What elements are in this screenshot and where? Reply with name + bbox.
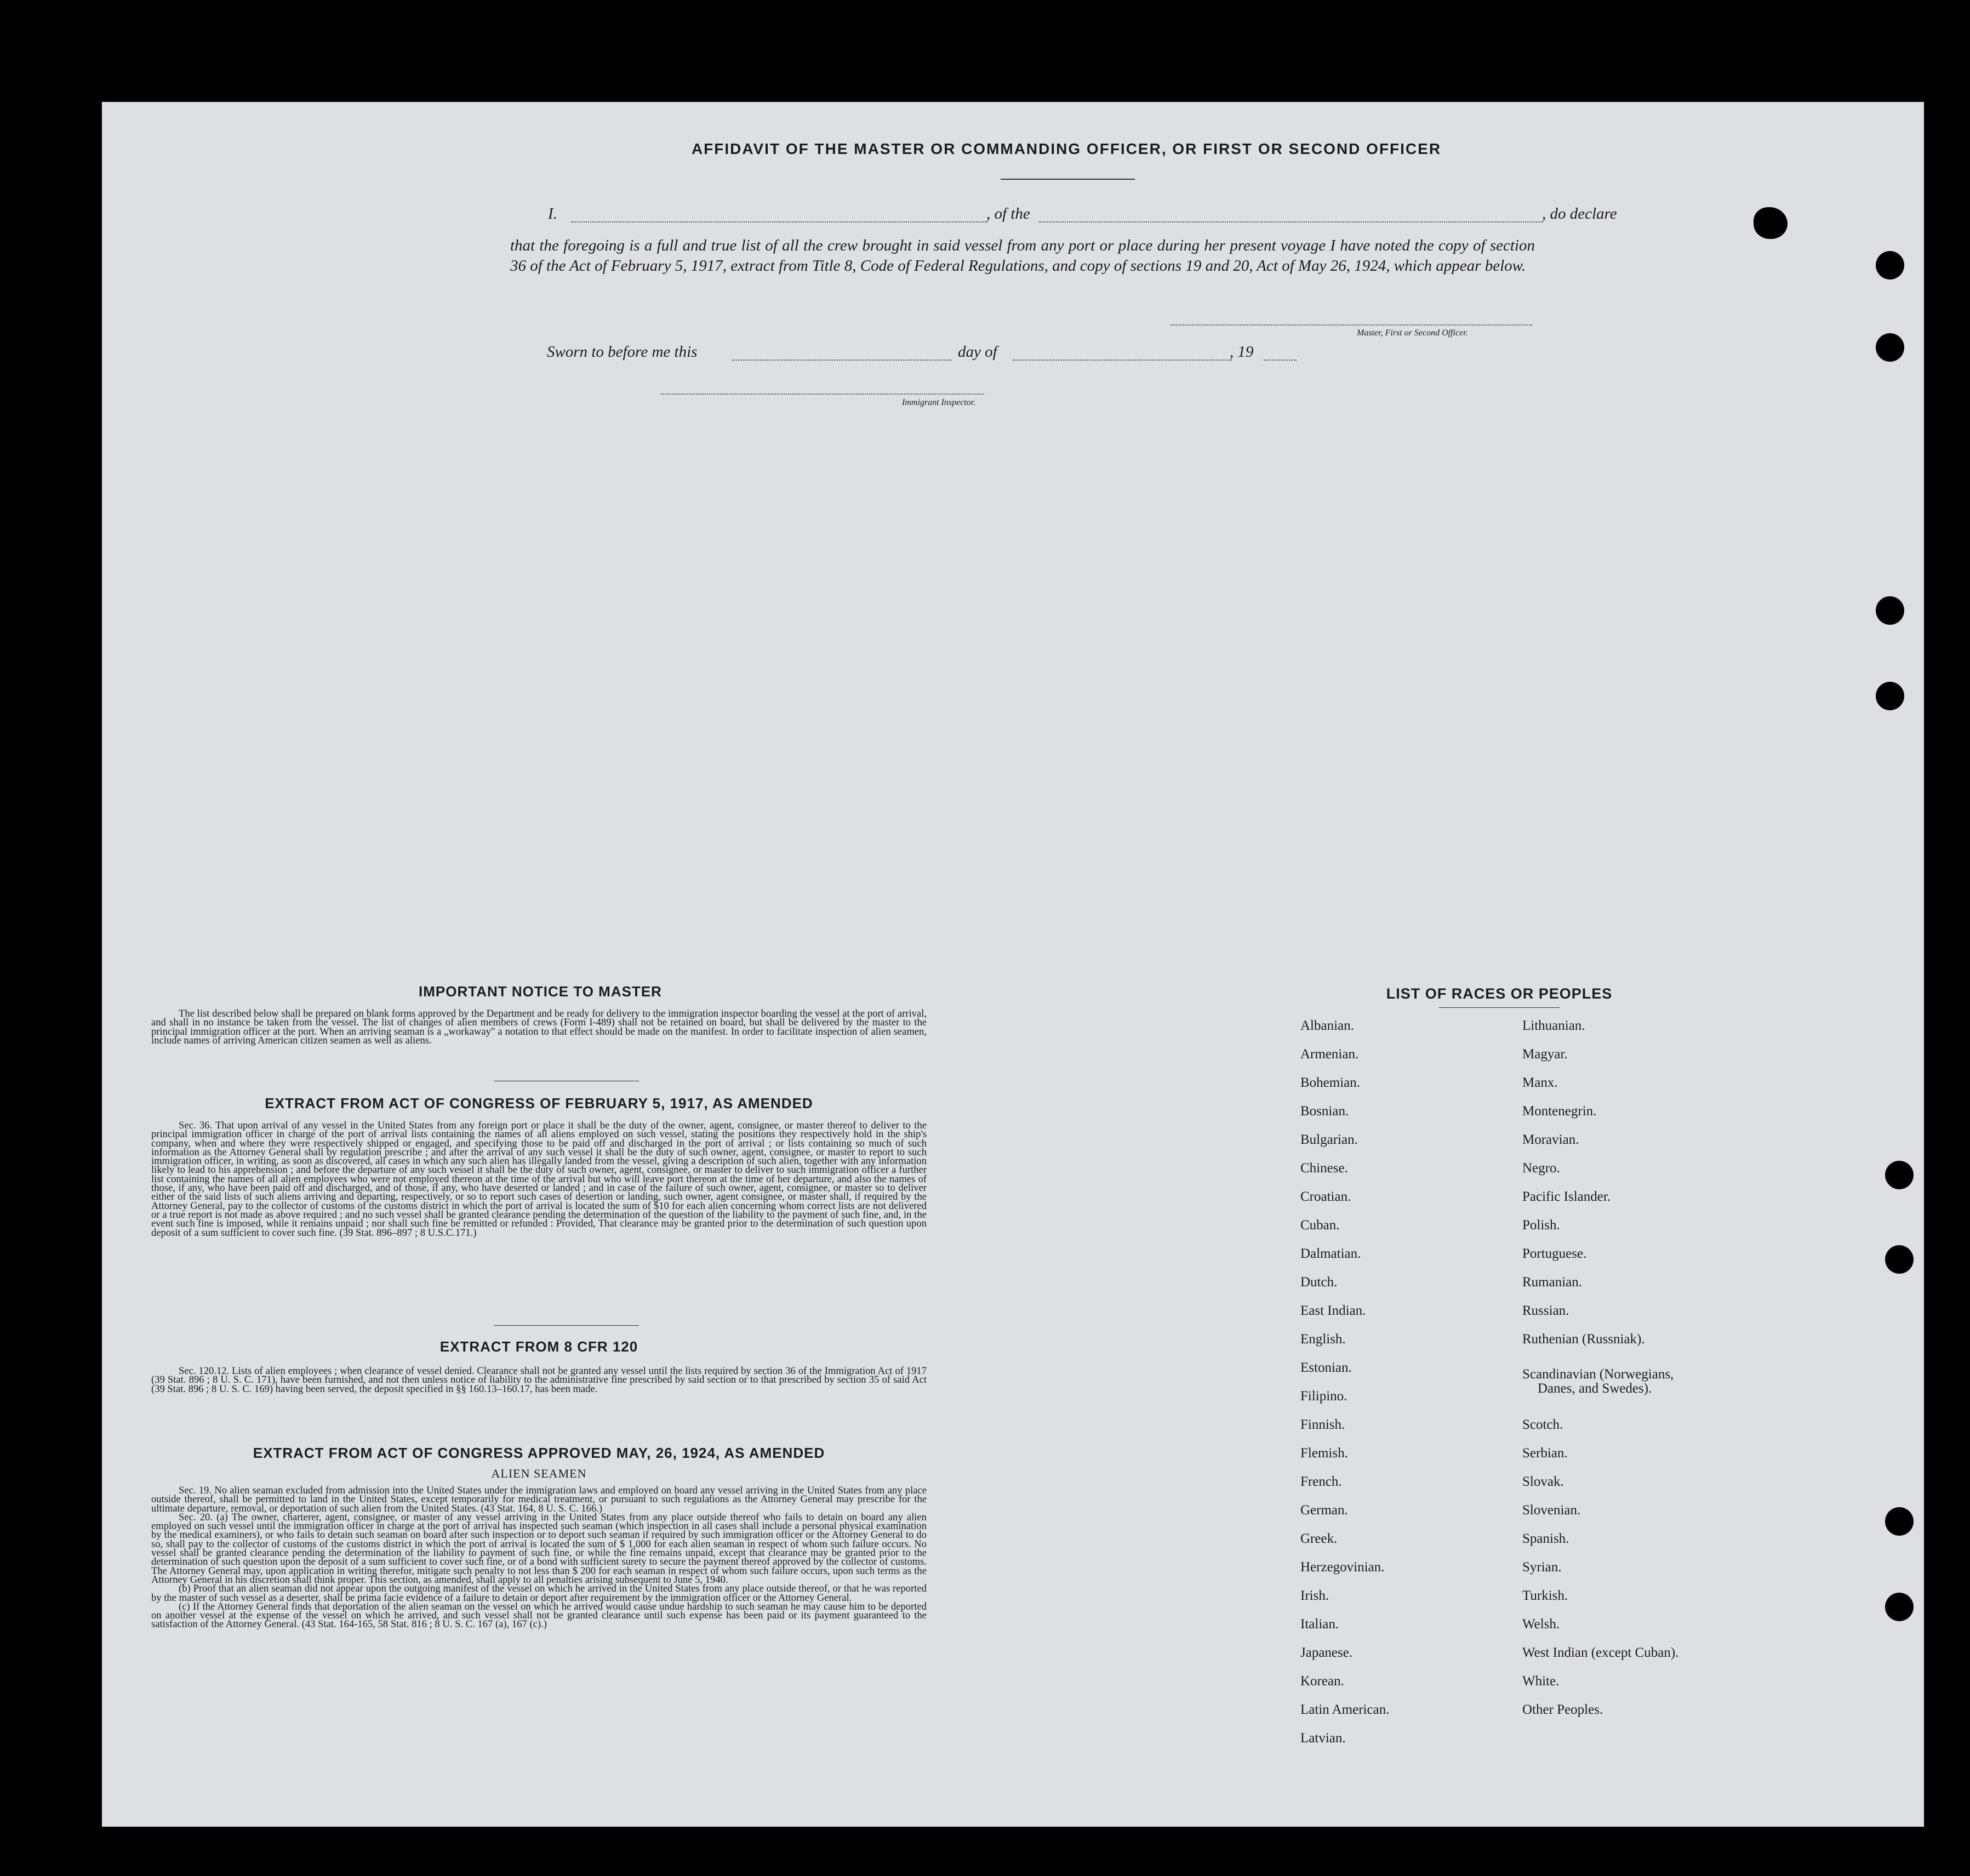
binder-hole (1885, 1593, 1914, 1621)
punched-hole (1754, 207, 1788, 239)
affidavit-i: I. (548, 205, 557, 223)
race-item: Ruthenian (Russniak). (1522, 1332, 1645, 1347)
sworn-day-line[interactable] (732, 360, 951, 361)
extract-1917-text (151, 1121, 927, 1238)
race-item: Spanish. (1522, 1531, 1569, 1546)
race-item: Latvian. (1300, 1731, 1346, 1746)
race-item: Latin American. (1300, 1702, 1390, 1717)
race-item: Bulgarian. (1300, 1132, 1358, 1147)
binder-hole (1876, 596, 1904, 625)
race-item: Albanian. (1300, 1018, 1354, 1033)
name-blank-line[interactable] (571, 221, 987, 223)
race-item: Lithuanian. (1522, 1018, 1585, 1033)
race-item: English. (1300, 1332, 1346, 1347)
sworn-year-line[interactable] (1264, 360, 1297, 361)
race-item: Bosnian. (1300, 1104, 1349, 1119)
sec-20a-paragraph: Sec. 20. (a) The owner, charterer, agent, consignee, or master of any vessel arriving in the United States from any place outside thereof who fails to detain on board any alien employed on such vessel until the immigration officer in charge at the port of arrival has inspected such seaman (which inspection in all cases shall include a personal physical examination by the medical examiners), or who fails to detain such seaman on board after such inspection or to deport such seaman if required by such immigration officer or the Attorney General to do so, shall pay to the collector of customs of the customs district in which the port of arrival is located the sum of $ 1,000 for each alien seaman in respect of whom such failure occurs. No vessel shall be granted clearance pending the determination of the liability to payment of such fine, or while the fine remains unpaid, except that clearance may be granted prior to the determination of such question upon the deposit of a sum sufficient to cover such fine, or of a bond with sufficient surety to secure the payment thereof approved by the collector of customs. The Attorney General may, upon application in writing therefor, mitigate such penalty to not less than $ 200 for each seaman in respect of whom such failure occurs, upon such terms as the Attorney General in his discretion shall think proper. This section, as amended, shall apply to all penalties arising subsequent to June 5, 1940. (151, 1511, 927, 1586)
alien-seamen-subtitle: ALIEN SEAMEN (491, 1467, 587, 1480)
master-signature-line[interactable] (1170, 324, 1532, 326)
race-item: Filipino. (1300, 1389, 1347, 1404)
title-underline (1001, 179, 1135, 180)
race-item: Dalmatian. (1300, 1246, 1361, 1261)
affidavit-do-declare: , do declare (1542, 205, 1617, 223)
races-title: LIST OF RACES OR PEOPLES (1386, 985, 1613, 1002)
race-item: Danes, and Swedes). (1538, 1381, 1652, 1396)
master-label: Master, First or Second Officer. (1357, 328, 1468, 338)
race-item: Manx. (1522, 1075, 1558, 1090)
race-item: East Indian. (1300, 1303, 1366, 1318)
race-item: French. (1300, 1474, 1342, 1489)
race-item: Japanese. (1300, 1645, 1353, 1660)
extract-1917-title: EXTRACT FROM ACT OF CONGRESS OF FEBRUARY 5, 1917, AS AMENDED (265, 1095, 813, 1111)
affidavit-statement: that the foregoing is a full and true list of all the crew brought in said vessel from any port or place during her present voyage I have noted the copy of section 36 of the Act of February 5, 1917, extract from Title 8, Code of Federal Regulations, and copy of sections 19 and 20, Act of May 26, 1924, which appear below. (510, 237, 1535, 275)
race-item: Moravian. (1522, 1132, 1579, 1147)
race-item: Syrian. (1522, 1560, 1562, 1575)
race-item: Dutch. (1300, 1275, 1338, 1290)
race-item: Croatian. (1300, 1189, 1351, 1204)
race-item: Finnish. (1300, 1417, 1345, 1432)
vessel-blank-line[interactable] (1039, 221, 1543, 223)
notice-title: IMPORTANT NOTICE TO MASTER (419, 983, 662, 1000)
race-item: Negro. (1522, 1161, 1560, 1176)
race-item: Bohemian. (1300, 1075, 1361, 1090)
sec-19-paragraph: Sec. 19. No alien seaman excluded from admission into the United States under the immigration laws and employed on board any vessel arriving in the United States from any place outside thereof, shall be permitted to land in the United States, except temporarily for medical treatment, or pursuant to such regulations as the Attorney General may prescribe for the ultimate departure, removal, or deportation of such alien from the United States. (43 Stat. 164, 8 U. S. C. 166.) (151, 1485, 927, 1514)
notice-text (151, 1010, 927, 1045)
affidavit-of-the: , of the (986, 205, 1030, 223)
race-item: Estonian. (1300, 1360, 1352, 1375)
race-item: Italian. (1300, 1617, 1339, 1632)
binder-hole (1876, 333, 1904, 362)
extract-1924-title: EXTRACT FROM ACT OF CONGRESS APPROVED MAY, 26, 1924, AS AMENDED (253, 1445, 825, 1461)
race-item: Scotch. (1522, 1417, 1563, 1432)
binder-hole (1876, 682, 1904, 710)
race-item: Russian. (1522, 1303, 1569, 1318)
race-item: Armenian. (1300, 1047, 1359, 1062)
race-item: Serbian. (1522, 1446, 1568, 1461)
sec-120-12-paragraph: Sec. 120.12. Lists of alien employees ; when clearance of vessel denied. Clearance shall not be granted any vessel until the lists required by section 36 of the Immigration Act of 1917 (39 Stat. 896 ; 8 U. S. C. 171), have been furnished, and not then unless notice of liability to the administrative fine prescribed by said section or to that prescribed by section 35 of said Act (39 Stat. 896 ; 8 U. S. C. 169) having been served, the deposit specified in §§ 160.13–160.17, has been made. (151, 1365, 927, 1395)
sworn-text: Sworn to before me this (547, 343, 698, 361)
inspector-label: Immigrant Inspector. (902, 398, 976, 407)
affidavit-title: AFFIDAVIT OF THE MASTER OR COMMANDING OFFICER, OR FIRST OR SECOND OFFICER (691, 140, 1442, 157)
sec-20c-paragraph: (c) If the Attorney General finds that deportation of the alien seaman on the vessel on which he arrived would cause undue hardship to such seaman he may cause him to be deported on another vessel at the expense of the vessel on which he arrived, and such vessel shall not be granted clearance until such expense has been paid or its payment guaranteed to the satisfaction of the Attorney General. (43 Stat. 164-165, 58 Stat. 816 ; 8 U. S. C. 167 (a), 167 (c).) (151, 1600, 927, 1630)
sworn-month-line[interactable] (1013, 360, 1232, 361)
race-item: Greek. (1300, 1531, 1338, 1546)
race-item: Irish. (1300, 1588, 1329, 1603)
race-item: German. (1300, 1503, 1348, 1518)
sec-36-paragraph: Sec. 36. That upon arrival of any vessel in the United States from any foreign port or place it shall be the duty of the owner, agent, consignee, or master thereof to deliver to the principal immigration officer in charge of the port of arrival lists containing the names of all aliens employed on such vessel, stating the positions they respectively hold in the ship's company, when and where they were respectively shipped or engaged, and specifying those to be paid off and discharged in the port of arrival ; or lists containing so much of such information as the Attorney General shall by regulation prescribe ; and after the arrival of any such vessel it shall be the duty of such owner, agent, consignee, or master to report to such immigration officer, in writing, as soon as discovered, all cases in which any such alien has illegally landed from the vessel, giving a description of such alien, together with any information likely to lead to his apprehension ; and before the departure of any such vessel it shall be the duty of such owner, agent, consignee, or master to deliver to such immigration officer a further list containing the names of all alien employees who were not employed thereon at the time of the arrival but who will leave port thereon at the time of her departure, and also the names of those, if any, who have been paid off and discharged, and of those, if any, who have deserted or landed ; and in case of the failure of such owner, agent, consignee, or master so to deliver either of the said lists of such aliens arriving and departing, respectively, or so to report such cases of desertion or landing, such owner, agent consignee, or master shall, if required by the Attorney General, pay to the collector of customs of the customs district in which the port of arrival is located the sum of $10 for each alien concerning whom correct lists are not delivered or a true report is not made as above required ; and no such vessel shall be granted clearance pending the determination of the question of the liability to the payment of such fine, and, in the event such fine is imposed, while it remains unpaid ; nor shall such fine be remitted or refunded : Provided, That clearance may be granted prior to the determination of such question upon deposit of a sum sufficient to cover such fine. (39 Stat. 896–897 ; 8 U.S.C.171.) (151, 1120, 927, 1239)
sec-20b-paragraph: (b) Proof that an alien seaman did not appear upon the outgoing manifest of the vessel on which he arrived in the United States from any place outside thereof, or that he was reported by the master of such vessel as a deserter, shall be prima facie evidence of a failure to detain or deport after requirement by the immigration officer or the Attorney General. (151, 1583, 927, 1604)
notice-paragraph: The list described below shall be prepared on blank forms approved by the Department and be ready for delivery to the immigration inspector boarding the vessel at the port of arrival, and shall in no instance be taken from the vessel. The list of changes of alien members of crews (Form I-489) shall not be retained on board, but shall be delivered by the master to the principal immigration officer at the port. When an arriving seaman is a „workaway" a notation to that effect should be made on the manifest. In order to facilitate inspection of alien seamen, include names of arriving American citizen seamen as well as aliens. (151, 1008, 927, 1046)
race-item: Herzegovinian. (1300, 1560, 1385, 1575)
divider (494, 1325, 639, 1326)
binder-hole (1885, 1161, 1914, 1189)
race-item: Korean. (1300, 1674, 1344, 1689)
race-item: Polish. (1522, 1218, 1560, 1233)
race-item: Pacific Islander. (1522, 1189, 1611, 1204)
race-item: Flemish. (1300, 1446, 1348, 1461)
race-item: Slovenian. (1522, 1503, 1581, 1518)
race-item: Chinese. (1300, 1161, 1348, 1176)
extract-cfr-title: EXTRACT FROM 8 CFR 120 (439, 1338, 638, 1355)
races-underline (1439, 1007, 1560, 1008)
binder-hole (1885, 1245, 1914, 1274)
race-item: White. (1522, 1674, 1560, 1689)
day-of-text: day of (958, 343, 997, 361)
race-item: Welsh. (1522, 1617, 1560, 1632)
race-item: Scandinavian (Norwegians, (1522, 1367, 1674, 1382)
extract-cfr-text (151, 1367, 927, 1394)
document-page (102, 102, 1924, 1827)
inspector-signature-line[interactable] (661, 394, 984, 395)
race-item: West Indian (except Cuban). (1522, 1645, 1679, 1660)
race-item: Cuban. (1300, 1218, 1340, 1233)
race-item: Rumanian. (1522, 1275, 1583, 1290)
race-item: Magyar. (1522, 1047, 1568, 1062)
race-item: Slovak. (1522, 1474, 1564, 1489)
race-item: Portuguese. (1522, 1246, 1587, 1261)
year-prefix: , 19 (1230, 343, 1254, 361)
extract-1924-text (151, 1486, 927, 1629)
race-item: Turkish. (1522, 1588, 1568, 1603)
binder-hole (1885, 1507, 1914, 1536)
race-item: Other Peoples. (1522, 1702, 1603, 1717)
race-item: Montenegrin. (1522, 1104, 1597, 1119)
binder-hole (1876, 251, 1904, 280)
